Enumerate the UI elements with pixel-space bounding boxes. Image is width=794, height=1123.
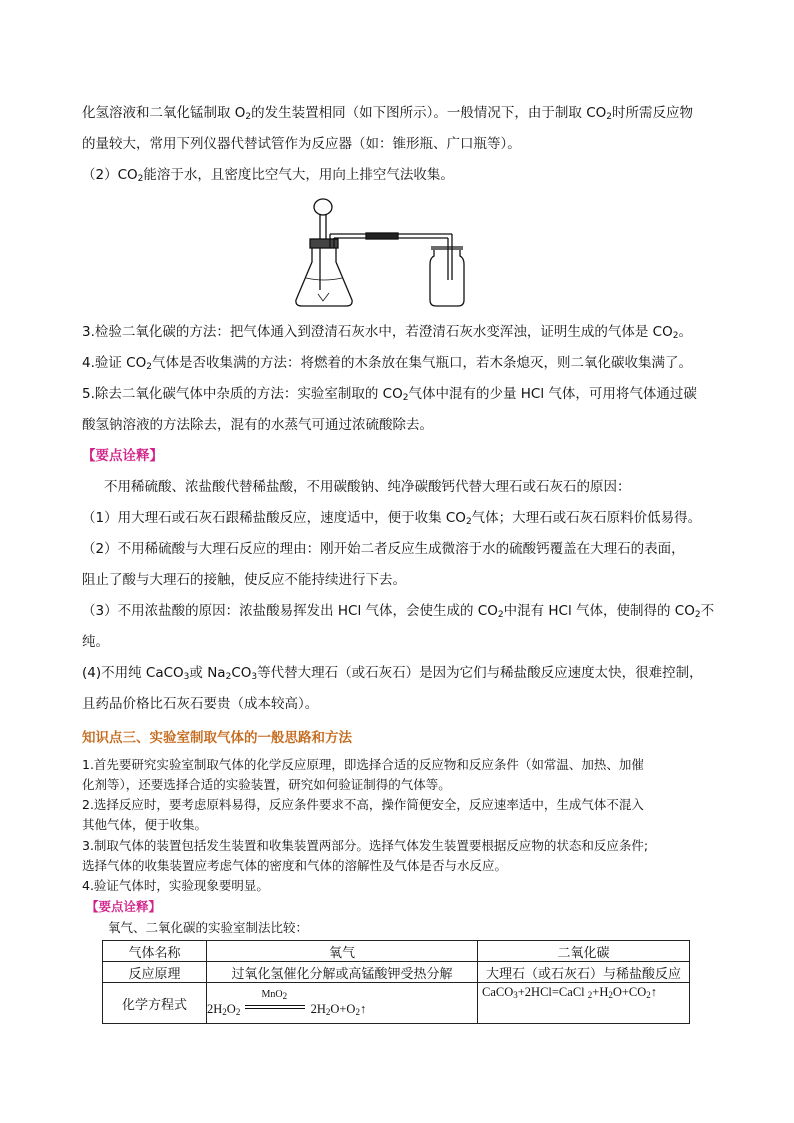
text-line: 5.除去二氧化碳气体中杂质的方法：实验室制取的 $CO_2$气体中混有的少量 HCl 气体，可用将气体通过碳 (82, 386, 697, 403)
text-line: 化氢溶液和二氧化锰制取 $O_2$的发生装置相同（如下图所示）。一般情况下，由于制取 $CO_2$时所需反应物 (82, 105, 693, 122)
section-heading: 【要点诠释】 (86, 899, 162, 914)
text-line: 1.首先要研究实验室制取气体的化学反应原理，即选择合适的反应物和反应条件（如常温、加热、加催 (82, 757, 644, 772)
catalyst-arrow (245, 989, 305, 1013)
text-line: 3.制取气体的装置包括发生装置和收集装置两部分。选择气体发生装置要根据反应物的状态和反应条件; (82, 838, 649, 853)
table-cell: 过氧化氢催化分解或高锰酸钾受热分解 (207, 962, 478, 983)
text-line: （3）不用浓盐酸的原因：浓盐酸易挥发出 HCl 气体，会使生成的 $CO_2$中混有 HCl 气体，使制得的 $CO_2$不 (82, 603, 715, 620)
text-line: 的量较大，常用下列仪器代替试管作为反应器（如：锥形瓶、广口瓶等）。 (82, 136, 521, 152)
table-row (103, 962, 690, 983)
text-line: 酸氢钠溶液的方法除去，混有的水蒸气可通过浓硫酸除去。 (82, 417, 433, 433)
text-line: 纯。 (82, 634, 109, 650)
table-header-row (103, 941, 690, 962)
table-header-cell: 气体名称 (103, 941, 207, 962)
text-line: 4.验证 $CO_2$气体是否收集满的方法：将燃着的木条放在集气瓶口，若木条熄灭，则二氧化碳收集满了。 (82, 355, 692, 372)
text-line: （1）用大理石或石灰石跟稀盐酸反应，速度适中，便于收集 $CO_2$气体；大理石或石灰石原料价低易得。 (82, 510, 702, 527)
section-heading: 【要点诠释】 (82, 448, 163, 464)
table-cell: 反应原理 (103, 962, 207, 983)
text-line: 2.选择反应时，要考虑原料易得，反应条件要求不高，操作简便安全，反应速率适中，生成气体不混入 (82, 797, 644, 812)
table-header-cell: 二氧化碳 (478, 941, 690, 962)
text-line: 3.检验二氧化碳的方法：把气体通入到澄清石灰水中，若澄清石灰水变浑浊，证明生成的气体是 $CO_2$。 (82, 324, 692, 341)
table-cell: 化学方程式 (103, 983, 207, 1024)
co2-equation: CaCO$_3$+2HCl=CaCl $_2+H_2O+CO_2↑$ (482, 985, 658, 1000)
text-line: （2）不用稀硫酸与大理石反应的理由：刚开始二者反应生成微溶于水的硫酸钙覆盖在大理石的表面， (82, 541, 685, 557)
text-line: 4.验证气体时，实验现象要明显。 (82, 878, 269, 893)
text-line: 阻止了酸与大理石的接触，使反应不能持续进行下去。 (82, 572, 406, 588)
gas-apparatus-figure (290, 190, 480, 315)
section-heading: 知识点三、实验室制取气体的一般思路和方法 (82, 730, 352, 746)
table-row (103, 983, 690, 1024)
text-line: (4)不用纯 CaCO$_3$或 $Na_2CO_3$等代替大理石（或石灰石）是因为它们与稀盐酸反应速度太快，很难控制， (82, 665, 703, 682)
table-caption: 氧气、二氧化碳的实验室制法比较： (108, 920, 309, 935)
text-line: 不用稀硫酸、浓盐酸代替稀盐酸，不用碳酸钠、纯净碳酸钙代替大理石或石灰石的原因： (104, 479, 631, 495)
table-cell: 大理石（或石灰石）与稀盐酸反应 (478, 962, 690, 983)
text-line: 化剂等），还要选择合适的实验装置，研究如何验证制得的气体等。 (82, 777, 451, 792)
text-line: $(2)CO_2$能溶于水，且密度比空气大，用向上排空气法收集。 (82, 167, 454, 184)
o2-equation: $2H_2O_2$ MnO$_2$ $2H_2O+O_2↑$ (207, 989, 367, 1017)
comparison-table (102, 940, 690, 1024)
catalyst-label: MnO$_2$ (261, 989, 288, 1001)
text-line: 且药品价格比石灰石要贵（成本较高）。 (82, 696, 319, 712)
co2-equation-cell (478, 983, 690, 1024)
text-line: 选择气体的收集装置应考虑气体的密度和气体的溶解性及气体是否与水反应。 (82, 858, 508, 873)
o2-equation-cell (207, 983, 478, 1024)
table-header-cell: 氧气 (207, 941, 478, 962)
text-line: 其他气体，便于收集。 (82, 817, 208, 832)
